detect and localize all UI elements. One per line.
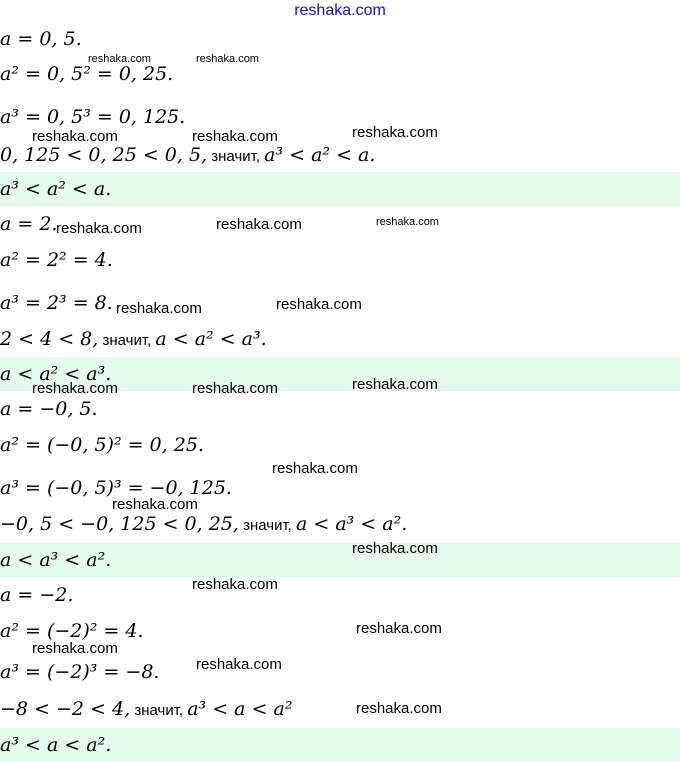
watermark: reshaka.com: [216, 216, 302, 233]
comparison-result: a < a² < a³.: [155, 328, 267, 350]
watermark: reshaka.com: [196, 53, 259, 65]
watermark: reshaka.com: [88, 53, 151, 65]
math-line: a = −2.: [0, 584, 74, 606]
math-line: a³ = 0, 5³ = 0, 125.: [0, 106, 186, 128]
comparison-values: 2 < 4 < 8,: [0, 328, 99, 350]
watermark: reshaka.com: [192, 576, 278, 593]
watermark: reshaka.com: [376, 216, 439, 228]
conclusion-word: значит,: [238, 517, 296, 534]
watermark: reshaka.com: [192, 380, 278, 397]
watermark: reshaka.com: [276, 296, 362, 313]
math-line: a = −0, 5.: [0, 398, 98, 420]
math-line: a² = (−0, 5)² = 0, 25.: [0, 434, 204, 456]
comparison-line: [0, 692, 292, 726]
watermark: reshaka.com: [356, 700, 442, 717]
watermark: reshaka.com: [112, 496, 198, 513]
watermark: reshaka.com: [196, 656, 282, 673]
site-header[interactable]: reshaka.com: [294, 2, 386, 19]
math-line: a² = (−2)² = 4.: [0, 620, 144, 642]
comparison-line: [0, 322, 267, 356]
math-line: a² = 2² = 4.: [0, 249, 113, 271]
watermark: reshaka.com: [32, 128, 118, 145]
watermark: reshaka.com: [192, 128, 278, 145]
math-line: a³ = (−0, 5)³ = −0, 125.: [0, 477, 232, 499]
comparison-result: a³ < a² < a.: [264, 144, 376, 166]
watermark: reshaka.com: [352, 540, 438, 557]
comparison-result: a³ < a < a²: [187, 698, 293, 720]
comparison-values: −8 < −2 < 4,: [0, 698, 131, 720]
watermark: reshaka.com: [32, 640, 118, 657]
watermark: reshaka.com: [272, 460, 358, 477]
comparison-values: −0, 5 < −0, 125 < 0, 25,: [0, 513, 239, 535]
comparison-result: a < a³ < a².: [296, 513, 408, 535]
watermark: reshaka.com: [356, 620, 442, 637]
result-line: a < a² < a³.: [0, 363, 112, 385]
conclusion-word: значит,: [98, 332, 156, 349]
math-line: a³ = 2³ = 8.: [0, 292, 113, 314]
watermark: reshaka.com: [56, 220, 142, 237]
conclusion-word: значит,: [130, 702, 188, 719]
conclusion-word: значит,: [207, 148, 265, 165]
watermark: reshaka.com: [116, 300, 202, 317]
math-line: a³ = (−2)³ = −8.: [0, 661, 160, 683]
math-line: a² = 0, 5² = 0, 25.: [0, 63, 174, 85]
watermark: reshaka.com: [352, 376, 438, 393]
watermark: reshaka.com: [32, 380, 118, 397]
result-line: a³ < a < a².: [0, 734, 112, 756]
math-line: a = 0, 5.: [0, 28, 82, 50]
math-line: a = 2.: [0, 213, 58, 235]
result-line: a³ < a² < a.: [0, 178, 112, 200]
result-line: a < a³ < a².: [0, 549, 112, 571]
comparison-line: [0, 507, 407, 541]
watermark: reshaka.com: [352, 124, 438, 141]
comparison-values: 0, 125 < 0, 25 < 0, 5,: [0, 144, 208, 166]
